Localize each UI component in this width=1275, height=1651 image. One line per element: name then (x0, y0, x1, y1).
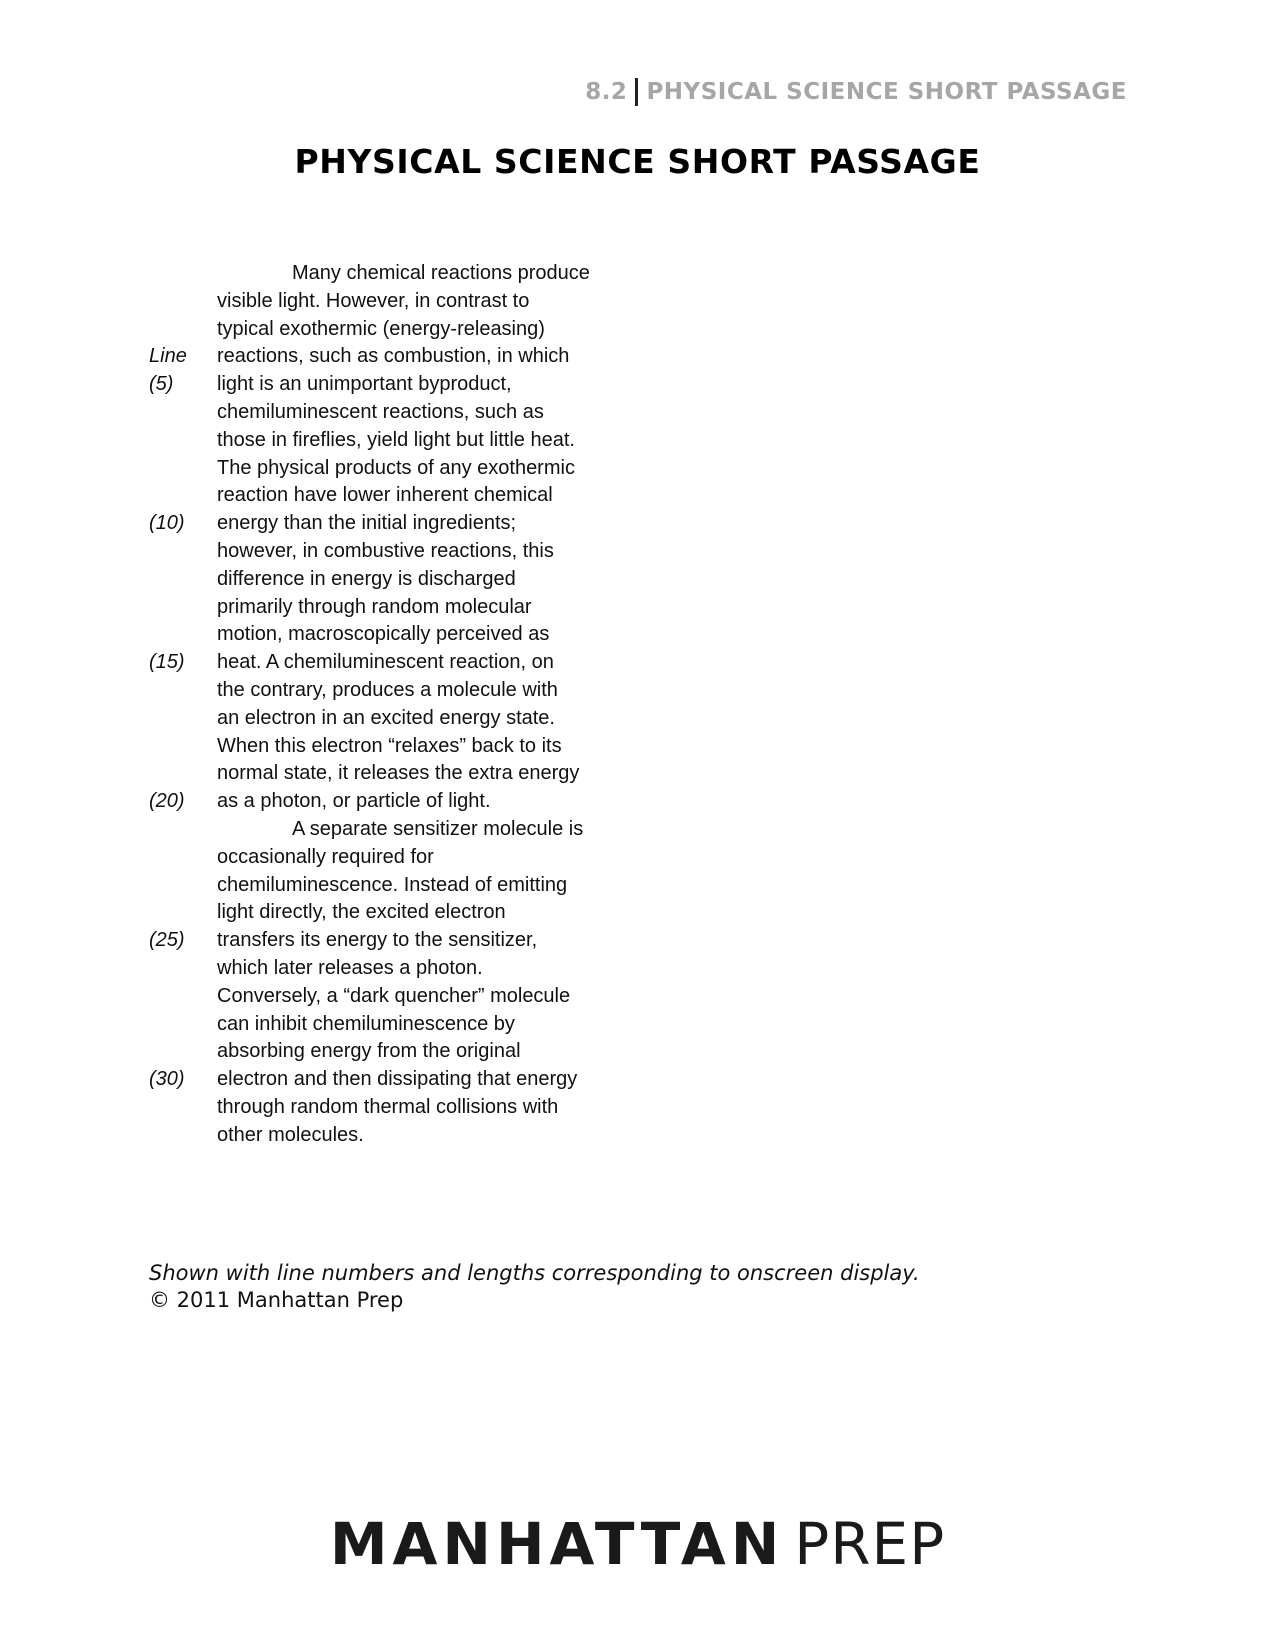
line-text: reaction have lower inherent chemical (217, 484, 553, 507)
footnote (149, 1260, 920, 1314)
line-text: can inhibit chemiluminescence by (217, 1012, 515, 1035)
line-text: normal state, it releases the extra energy (217, 762, 580, 785)
line-number: (15) (149, 651, 185, 674)
line-text: heat. A chemiluminescent reaction, on (217, 651, 554, 674)
line-text: chemiluminescence. Instead of emitting (217, 873, 568, 896)
manhattan-prep-logo (0, 1512, 1275, 1576)
line-text: through random thermal collisions with (217, 1095, 559, 1118)
line-text: which later releases a photon. (217, 956, 483, 979)
line-text: primarily through random molecular (217, 595, 532, 618)
line-text: the contrary, produces a molecule with (217, 678, 558, 701)
page-title: PHYSICAL SCIENCE SHORT PASSAGE (294, 142, 981, 181)
copyright: © 2011 Manhattan Prep (149, 1288, 404, 1312)
line-number: (20) (149, 790, 185, 813)
line-text: reactions, such as combustion, in which (217, 345, 570, 368)
line-text: as a photon, or particle of light. (217, 790, 491, 813)
line-number: (25) (149, 929, 185, 952)
line-text: transfers its energy to the sensitizer, (217, 929, 538, 952)
logo-text-light: PREP (794, 1510, 946, 1578)
line-text: visible light. However, in contrast to (217, 289, 530, 312)
line-text: The physical products of any exothermic (217, 456, 575, 479)
line-text: A separate sensitizer molecule is (292, 817, 584, 840)
line-number: (5) (149, 373, 174, 396)
logo-text-bold: MANHATTAN (329, 1510, 785, 1578)
line-text: difference in energy is discharged (217, 567, 516, 590)
line-number: (30) (149, 1068, 185, 1091)
line-text: energy than the initial ingredients; (217, 512, 517, 535)
line-text: occasionally required for (217, 845, 434, 868)
header-divider (635, 78, 638, 106)
line-text: an electron in an excited energy state. (217, 706, 555, 729)
line-number: (10) (149, 512, 185, 535)
line-text: electron and then dissipating that energy (217, 1068, 578, 1091)
line-text: other molecules. (217, 1123, 364, 1146)
line-text: When this electron “relaxes” back to its (217, 734, 562, 757)
display-note: Shown with line numbers and lengths corresponding to onscreen display. (149, 1261, 920, 1285)
line-text: Conversely, a “dark quencher” molecule (217, 984, 571, 1007)
section-title: PHYSICAL SCIENCE SHORT PASSAGE (646, 79, 1127, 105)
running-header (585, 78, 1127, 106)
line-text: however, in combustive reactions, this (217, 539, 554, 562)
line-text: motion, macroscopically perceived as (217, 623, 550, 646)
line-text: absorbing energy from the original (217, 1040, 521, 1063)
line-text: Many chemical reactions produce (292, 262, 590, 284)
line-text: those in fireflies, yield light but little heat. (217, 428, 575, 451)
line-text: light is an unimportant byproduct, (217, 373, 512, 396)
line-text: typical exothermic (energy-releasing) (217, 317, 545, 340)
section-number: 8.2 (585, 79, 628, 105)
line-text: chemiluminescent reactions, such as (217, 400, 544, 423)
line-number: Line (149, 345, 187, 368)
line-text: light directly, the excited electron (217, 901, 506, 924)
